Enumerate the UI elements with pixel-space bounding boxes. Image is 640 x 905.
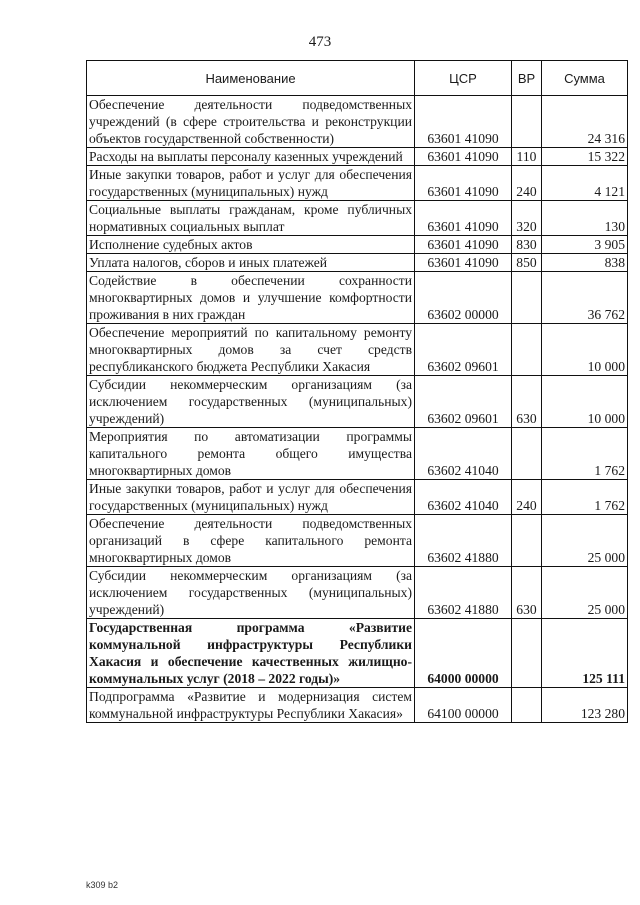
cell-name: Обеспечение деятельности подведомственных организаций в сфере капитального ремонта многоквартирных домов	[87, 515, 415, 567]
cell-csr: 63602 09601	[415, 376, 512, 428]
budget-table	[86, 60, 628, 723]
cell-name: Исполнение судебных актов	[87, 236, 415, 254]
table-body	[87, 96, 628, 723]
cell-sum: 36 762	[542, 272, 628, 324]
table-row	[87, 272, 628, 324]
cell-sum: 10 000	[542, 376, 628, 428]
cell-sum: 4 121	[542, 166, 628, 201]
table-header-row	[87, 61, 628, 96]
table-row	[87, 96, 628, 148]
table-row	[87, 376, 628, 428]
column-header-name: Наименование	[87, 61, 415, 96]
cell-csr: 64100 00000	[415, 688, 512, 723]
cell-vr	[512, 428, 542, 480]
cell-csr: 63602 41880	[415, 567, 512, 619]
cell-csr: 63601 41090	[415, 166, 512, 201]
table-row	[87, 480, 628, 515]
cell-vr	[512, 619, 542, 688]
cell-csr: 63601 41090	[415, 254, 512, 272]
cell-sum: 125 111	[542, 619, 628, 688]
cell-vr: 630	[512, 567, 542, 619]
cell-csr: 63602 00000	[415, 272, 512, 324]
cell-sum: 10 000	[542, 324, 628, 376]
cell-name: Расходы на выплаты персоналу казенных учреждений	[87, 148, 415, 166]
cell-csr: 63601 41090	[415, 148, 512, 166]
cell-vr	[512, 515, 542, 567]
cell-vr: 240	[512, 480, 542, 515]
cell-vr	[512, 272, 542, 324]
table-row	[87, 515, 628, 567]
cell-csr: 63602 41040	[415, 480, 512, 515]
cell-csr: 63601 41090	[415, 236, 512, 254]
cell-name: Социальные выплаты гражданам, кроме публичных нормативных социальных выплат	[87, 201, 415, 236]
cell-name: Обеспечение мероприятий по капитальному ремонту многоквартирных домов за счет средств республиканского бюджета Республики Хакасия	[87, 324, 415, 376]
table-row	[87, 254, 628, 272]
column-header-sum: Сумма	[542, 61, 628, 96]
table-row	[87, 428, 628, 480]
cell-csr: 63602 09601	[415, 324, 512, 376]
column-header-csr: ЦСР	[415, 61, 512, 96]
table-row	[87, 236, 628, 254]
table-row	[87, 201, 628, 236]
cell-csr: 64000 00000	[415, 619, 512, 688]
cell-sum: 15 322	[542, 148, 628, 166]
cell-name: Иные закупки товаров, работ и услуг для обеспечения государственных (муниципальных) нужд	[87, 166, 415, 201]
cell-vr: 630	[512, 376, 542, 428]
cell-name: Мероприятия по автоматизации программы капитального ремонта общего имущества многоквартирных домов	[87, 428, 415, 480]
cell-name: Иные закупки товаров, работ и услуг для обеспечения государственных (муниципальных) нужд	[87, 480, 415, 515]
cell-sum: 123 280	[542, 688, 628, 723]
cell-sum: 130	[542, 201, 628, 236]
cell-vr	[512, 324, 542, 376]
table-row	[87, 148, 628, 166]
cell-name: Субсидии некоммерческим организациям (за исключением государственных (муниципальных) учреждений)	[87, 376, 415, 428]
cell-vr	[512, 688, 542, 723]
cell-sum: 1 762	[542, 480, 628, 515]
footer-code: k309 b2	[86, 880, 119, 890]
cell-sum: 3 905	[542, 236, 628, 254]
cell-vr: 320	[512, 201, 542, 236]
cell-sum: 25 000	[542, 515, 628, 567]
cell-csr: 63601 41090	[415, 201, 512, 236]
table-row	[87, 567, 628, 619]
table-row	[87, 688, 628, 723]
cell-name: Государственная программа «Развитие коммунальной инфраструктуры Республики Хакасия и обеспечение качественных жилищно-коммунальных услуг (2018 – 2022 годы)»	[87, 619, 415, 688]
cell-vr: 110	[512, 148, 542, 166]
cell-csr: 63602 41040	[415, 428, 512, 480]
cell-sum: 1 762	[542, 428, 628, 480]
cell-vr: 830	[512, 236, 542, 254]
cell-vr: 240	[512, 166, 542, 201]
cell-name: Субсидии некоммерческим организациям (за исключением государственных (муниципальных) учреждений)	[87, 567, 415, 619]
cell-sum: 25 000	[542, 567, 628, 619]
cell-name: Подпрограмма «Развитие и модернизация систем коммунальной инфраструктуры Республики Хакасия»	[87, 688, 415, 723]
table-row	[87, 166, 628, 201]
page-number: 473	[308, 34, 332, 50]
table-row	[87, 324, 628, 376]
cell-vr: 850	[512, 254, 542, 272]
cell-vr	[512, 96, 542, 148]
cell-name: Уплата налогов, сборов и иных платежей	[87, 254, 415, 272]
cell-csr: 63602 41880	[415, 515, 512, 567]
table-row	[87, 619, 628, 688]
cell-csr: 63601 41090	[415, 96, 512, 148]
cell-name: Содействие в обеспечении сохранности многоквартирных домов и улучшение комфортности проживания в них граждан	[87, 272, 415, 324]
cell-name: Обеспечение деятельности подведомственных учреждений (в сфере строительства и реконструкции объектов государственной собственности)	[87, 96, 415, 148]
column-header-vr: ВР	[512, 61, 542, 96]
cell-sum: 24 316	[542, 96, 628, 148]
cell-sum: 838	[542, 254, 628, 272]
